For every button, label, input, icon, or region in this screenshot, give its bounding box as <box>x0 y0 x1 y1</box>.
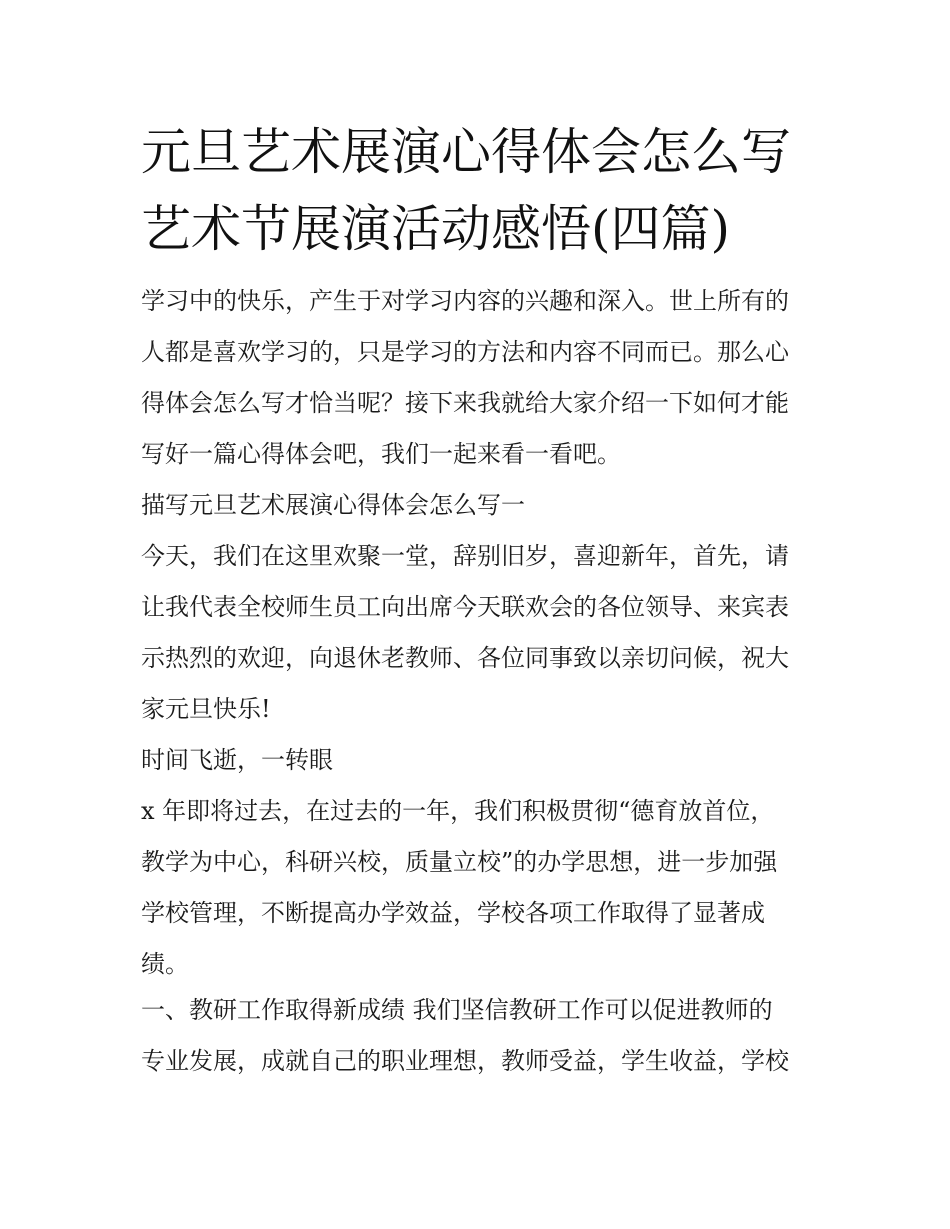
intro-paragraph <box>141 276 821 480</box>
intro-line-3: 得体会怎么写才恰当呢？接下来我就给大家介绍一下如何才能 <box>141 389 789 417</box>
paragraph-2-line-1: 时间飞逝，一转眼 <box>141 746 333 774</box>
paragraph-3 <box>141 786 821 990</box>
paragraph-1-line-2: 让我代表全校师生员工向出席今天联欢会的各位领导、来宾表 <box>141 593 789 621</box>
paragraph-3-line-4: 绩。 <box>141 950 189 978</box>
paragraph-3-line-2: 教学为中心，科研兴校，质量立校”的办学思想，进一步加强 <box>141 848 778 876</box>
paragraph-1-line-1: 今天，我们在这里欢聚一堂，辞别旧岁，喜迎新年，首先，请 <box>141 542 789 570</box>
intro-line-4: 写好一篇心得体会吧，我们一起来看一看吧。 <box>141 440 621 468</box>
paragraph-1-line-3: 示热烈的欢迎，向退休老教师、各位同事致以亲切问候，祝大 <box>141 644 789 672</box>
section-heading-text: 描写元旦艺术展演心得体会怎么写一 <box>141 491 525 519</box>
paragraph-1-line-4: 家元旦快乐! <box>141 695 271 723</box>
paragraph-1 <box>141 531 821 735</box>
section-heading <box>141 480 821 531</box>
intro-line-2: 人都是喜欢学习的，只是学习的方法和内容不同而已。那么心 <box>141 338 789 366</box>
intro-line-1: 学习中的快乐，产生于对学习内容的兴趣和深入。世上所有的 <box>141 287 789 315</box>
paragraph-3-line-3: 学校管理，不断提高办学效益，学校各项工作取得了显著成 <box>141 899 765 927</box>
title-line-2: 艺术节展演活动感悟(四篇) <box>141 200 731 258</box>
paragraph-4 <box>141 985 821 1087</box>
paragraph-4-line-2: 专业发展，成就自己的职业理想，教师受益，学生收益，学校 <box>141 1047 789 1075</box>
paragraph-4-line-1: 一、教研工作取得新成绩 我们坚信教研工作可以促进教师的 <box>141 996 773 1024</box>
document-title <box>141 114 841 268</box>
title-line-1: 元旦艺术展演心得体会怎么写 <box>141 123 791 181</box>
paragraph-3-line-1: x 年即将过去，在过去的一年，我们积极贯彻“德育放首位， <box>141 797 775 825</box>
paragraph-2 <box>141 735 821 786</box>
